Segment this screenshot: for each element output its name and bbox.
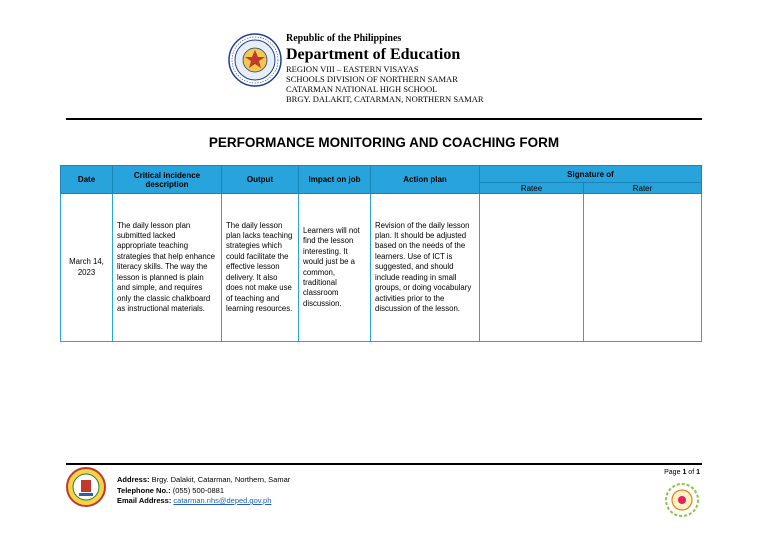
address-line: BRGY. DALAKIT, CATARMAN, NORTHERN SAMAR: [286, 94, 484, 104]
col-header-impact: Impact on job: [299, 166, 371, 194]
cell-ratee-signature[interactable]: [480, 194, 584, 342]
col-header-incidence: Critical incidence description: [113, 166, 222, 194]
footer-email: Email Address: catarman.nhs@deped.gov.ph: [117, 496, 272, 505]
region-line: REGION VIII – EASTERN VISAYAS: [286, 64, 419, 74]
cell-action: Revision of the daily lesson plan. It should be adjusted based on the needs of the learners. Use of ICT is suggested, and should include reading in small groups, or doing vocabulary activities prior to the discussion of the lesson.: [371, 194, 480, 342]
school-logo-icon: [66, 467, 106, 507]
col-header-output: Output: [222, 166, 299, 194]
cell-impact: Learners will not find the lesson interesting. It would just be a common, traditional classroom discussion.: [299, 194, 371, 342]
footer-divider: [66, 463, 702, 465]
letterhead-text: [286, 33, 586, 104]
col-header-rater: Rater: [584, 183, 702, 194]
table-row: [61, 194, 702, 342]
coaching-table: [60, 165, 702, 342]
cell-date: March 14, 2023: [61, 194, 113, 342]
cell-output: The daily lesson plan lacks teaching strategies which could facilitate the effective lesson delivery. It also does not make use of teaching and learning resources.: [222, 194, 299, 342]
deped-seal-icon: [228, 33, 282, 87]
page-number: Page 1 of 1: [664, 469, 700, 476]
cell-incidence: The daily lesson plan submitted lacked appropriate teaching strategies that help enhance literacy skills. The way the lesson is planned is plain and simple, and requires only the classic chalkboard as instructional materials.: [113, 194, 222, 342]
division-line: SCHOOLS DIVISION OF NORTHERN SAMAR: [286, 74, 458, 84]
col-header-action: Action plan: [371, 166, 480, 194]
footer-phone: Telephone No.: (055) 500-0881: [117, 485, 225, 495]
col-header-signature: Signature of: [480, 166, 702, 183]
republic-line: Republic of the Philippines: [286, 33, 402, 44]
program-logo-icon: [664, 482, 700, 518]
header-divider: [66, 118, 702, 120]
col-header-ratee: Ratee: [480, 183, 584, 194]
email-link[interactable]: catarman.nhs@deped.gov.ph: [173, 496, 272, 505]
footer-address: Address: Brgy. Dalakit, Catarman, Northern, Samar: [117, 475, 291, 484]
col-header-date: Date: [61, 166, 113, 194]
cell-rater-signature[interactable]: [584, 194, 702, 342]
form-title: PERFORMANCE MONITORING AND COACHING FORM: [208, 135, 560, 150]
school-line: CATARMAN NATIONAL HIGH SCHOOL: [286, 84, 438, 94]
department-name: Department of Education: [286, 46, 461, 63]
footer-contact: [117, 475, 290, 507]
